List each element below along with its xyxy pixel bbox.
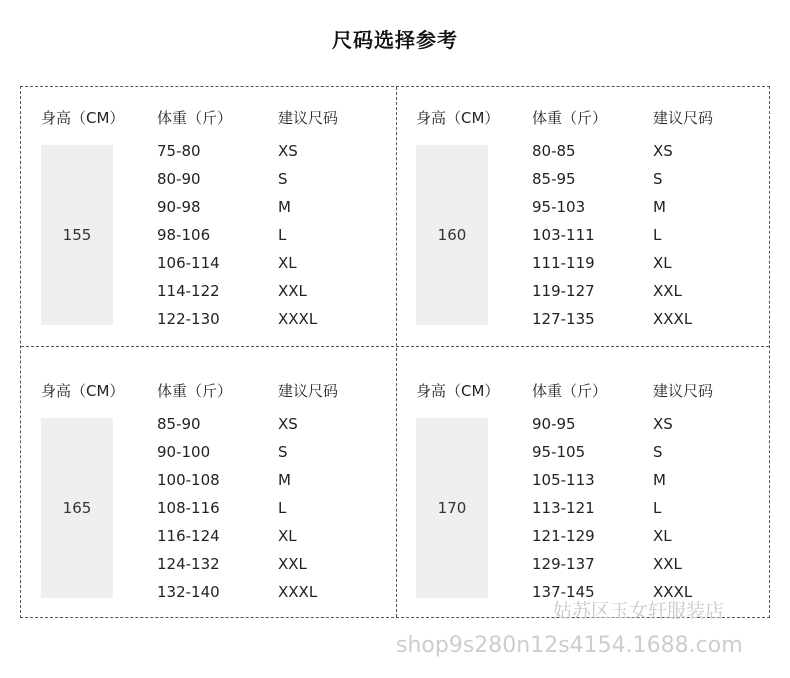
- size-label: XXL: [278, 282, 307, 300]
- weight-range: 98-106: [157, 226, 211, 244]
- size-label: M: [653, 471, 666, 489]
- weight-range: 137-145: [532, 583, 595, 601]
- table-row: [396, 471, 771, 499]
- watermark-shop-name: 姑苏区玉女轩服装店: [553, 600, 725, 622]
- table-row: [396, 415, 771, 443]
- height-value: 160: [416, 145, 488, 325]
- header-weight: 体重（斤）: [157, 382, 233, 400]
- size-chart-grid: [20, 86, 770, 618]
- size-label: XL: [653, 254, 672, 272]
- weight-range: 116-124: [157, 527, 220, 545]
- table-row: [21, 415, 396, 443]
- weight-range: 124-132: [157, 555, 220, 573]
- header-weight: 体重（斤）: [157, 109, 233, 127]
- table-row: [21, 583, 396, 611]
- size-label: XS: [278, 142, 298, 160]
- size-label: XXL: [653, 555, 682, 573]
- size-label: XS: [653, 142, 673, 160]
- weight-range: 100-108: [157, 471, 220, 489]
- size-label: XXXL: [278, 583, 318, 601]
- table-row: [21, 555, 396, 583]
- size-label: XL: [278, 254, 297, 272]
- size-label: L: [653, 499, 662, 517]
- header-size: 建议尺码: [653, 382, 714, 400]
- weight-range: 114-122: [157, 282, 220, 300]
- table-row: [396, 499, 771, 527]
- page-title: 尺码选择参考: [332, 28, 458, 52]
- weight-range: 129-137: [532, 555, 595, 573]
- size-label: M: [278, 198, 291, 216]
- size-label: M: [653, 198, 666, 216]
- size-label: S: [278, 443, 288, 461]
- table-row: [396, 142, 771, 170]
- header-height: 身高（CM）: [416, 109, 500, 127]
- size-panel: [21, 87, 396, 360]
- weight-range: 95-105: [532, 443, 586, 461]
- table-row: [396, 282, 771, 310]
- weight-range: 108-116: [157, 499, 220, 517]
- table-row: [21, 254, 396, 282]
- header-height: 身高（CM）: [41, 382, 125, 400]
- table-row: [396, 443, 771, 471]
- table-row: [21, 282, 396, 310]
- weight-range: 122-130: [157, 310, 220, 328]
- table-row: [396, 170, 771, 198]
- weight-range: 80-85: [532, 142, 576, 160]
- table-row: [21, 198, 396, 226]
- weight-range: 90-95: [532, 415, 576, 433]
- height-value: 170: [416, 418, 488, 598]
- height-value: 165: [41, 418, 113, 598]
- watermark-url: shop9s280n12s4154.1688.com: [396, 633, 743, 658]
- size-label: L: [653, 226, 662, 244]
- weight-range: 95-103: [532, 198, 586, 216]
- table-row: [396, 226, 771, 254]
- weight-range: 106-114: [157, 254, 220, 272]
- size-label: L: [278, 499, 287, 517]
- size-label: XS: [653, 415, 673, 433]
- header-size: 建议尺码: [278, 109, 339, 127]
- table-row: [21, 142, 396, 170]
- table-row: [21, 226, 396, 254]
- weight-range: 119-127: [532, 282, 595, 300]
- header-weight: 体重（斤）: [532, 382, 608, 400]
- weight-range: 127-135: [532, 310, 595, 328]
- size-label: XL: [278, 527, 297, 545]
- weight-range: 85-95: [532, 170, 576, 188]
- table-row: [21, 443, 396, 471]
- header-size: 建议尺码: [278, 382, 339, 400]
- header-height: 身高（CM）: [416, 382, 500, 400]
- size-panel: [396, 87, 771, 360]
- size-label: M: [278, 471, 291, 489]
- size-panel: [21, 360, 396, 633]
- size-label: XXXL: [653, 583, 693, 601]
- size-label: L: [278, 226, 287, 244]
- weight-range: 103-111: [532, 226, 595, 244]
- table-row: [396, 198, 771, 226]
- weight-range: 111-119: [532, 254, 595, 272]
- size-label: S: [278, 170, 288, 188]
- size-panel: [396, 360, 771, 633]
- weight-range: 132-140: [157, 583, 220, 601]
- size-label: XL: [653, 527, 672, 545]
- table-row: [21, 471, 396, 499]
- weight-range: 85-90: [157, 415, 201, 433]
- header-weight: 体重（斤）: [532, 109, 608, 127]
- table-row: [21, 499, 396, 527]
- weight-range: 121-129: [532, 527, 595, 545]
- weight-range: 90-100: [157, 443, 211, 461]
- table-row: [396, 254, 771, 282]
- size-label: XS: [278, 415, 298, 433]
- weight-range: 113-121: [532, 499, 595, 517]
- table-row: [396, 527, 771, 555]
- table-row: [21, 527, 396, 555]
- header-height: 身高（CM）: [41, 109, 125, 127]
- size-label: XXL: [278, 555, 307, 573]
- size-label: XXXL: [653, 310, 693, 328]
- size-label: XXXL: [278, 310, 318, 328]
- weight-range: 75-80: [157, 142, 201, 160]
- header-size: 建议尺码: [653, 109, 714, 127]
- weight-range: 80-90: [157, 170, 201, 188]
- table-row: [396, 310, 771, 338]
- weight-range: 105-113: [532, 471, 595, 489]
- height-value: 155: [41, 145, 113, 325]
- size-label: S: [653, 170, 663, 188]
- table-row: [21, 170, 396, 198]
- table-row: [396, 555, 771, 583]
- size-label: XXL: [653, 282, 682, 300]
- weight-range: 90-98: [157, 198, 201, 216]
- size-label: S: [653, 443, 663, 461]
- table-row: [21, 310, 396, 338]
